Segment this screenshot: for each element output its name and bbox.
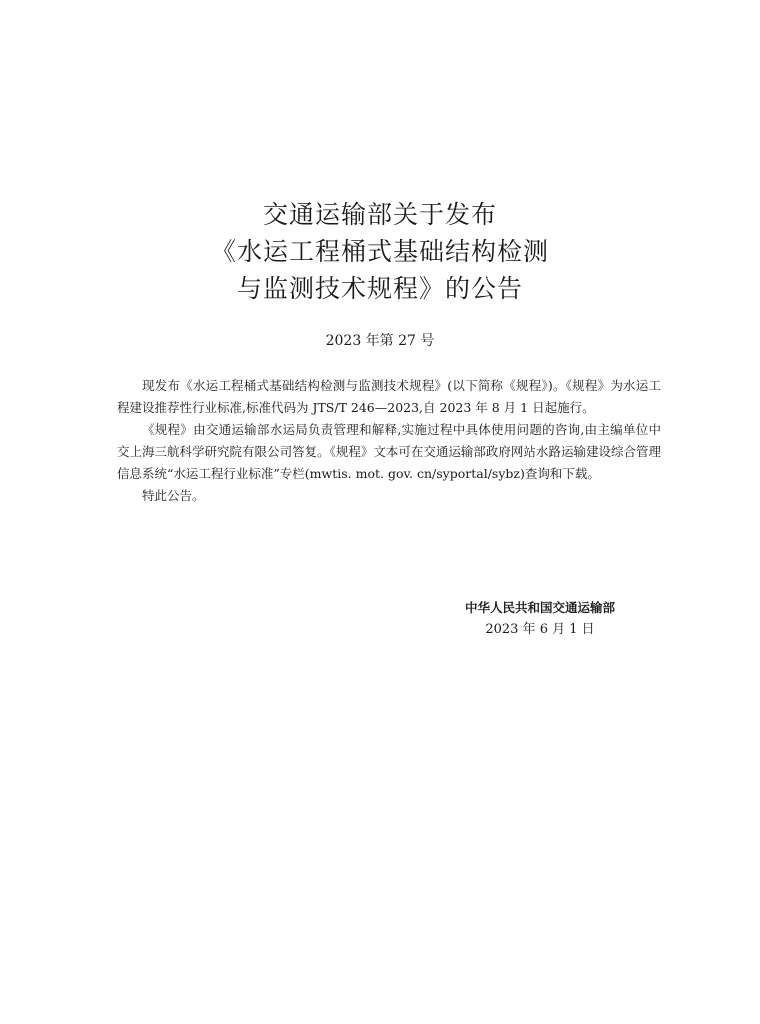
paragraph-management: 《规程》由交通运输部水运局负责管理和解释,实施过程中具体使用问题的咨询,由主编单位中交上海三航科学研究院有限公司答复。《规程》文本可在交通运输部政府网站水路运输建设综合管理信息系统“水运工程行业标准”专栏(mwtis. mot. gov. cn/syportal/sybz)查询和下载。: [117, 422, 661, 481]
title-line-1: 交通运输部关于发布: [262, 200, 497, 229]
notice-title: [0, 196, 760, 307]
issue-date: 2023 年 6 月 1 日: [485, 622, 595, 637]
issue-number: 2023 年第 27 号: [325, 333, 435, 349]
notice-body: [117, 375, 661, 507]
paragraph-announcement: 现发布《水运工程桶式基础结构检测与监测技术规程》(以下简称《规程》)。《规程》为水运工程建设推荐性行业标准,标准代码为 JTS/T 246—2023,自 2023 年 8 月 1 日起施行。: [117, 378, 661, 415]
signature-block: [420, 597, 660, 641]
issuer-name: 中华人民共和国交通运输部: [464, 600, 615, 615]
title-line-2: 《水运工程桶式基础结构检测: [210, 237, 549, 266]
title-line-3: 与监测技术规程》的公告: [236, 274, 523, 303]
paragraph-closing: 特此公告。: [142, 488, 205, 503]
